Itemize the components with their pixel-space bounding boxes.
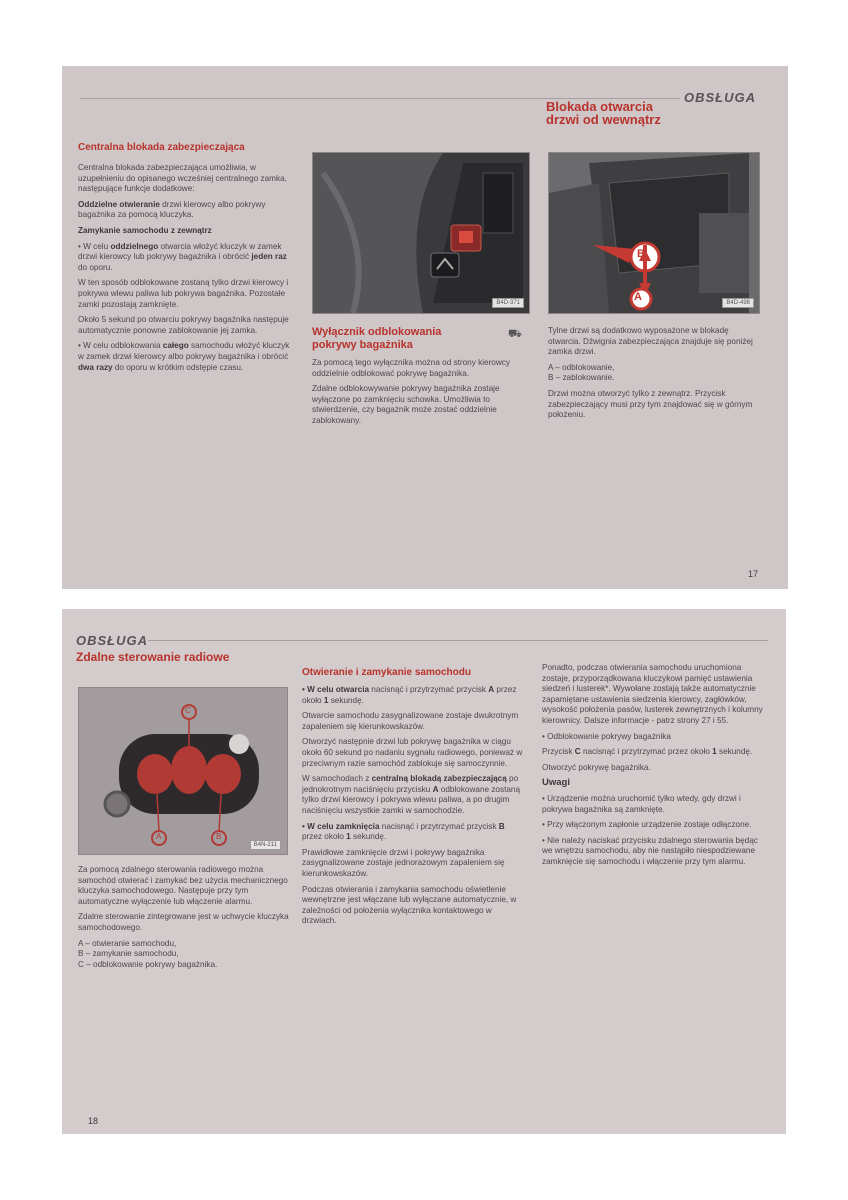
bullet-open: • W celu otwarcia nacisnąć i przytrzymać przycisk A przez około 1 sekundę. <box>302 685 517 705</box>
section-title-central-lock: Centralna blokada zabezpieczająca <box>78 142 245 153</box>
bullet-trunk-unlock: • Odblokowanie pokrywy bagażnika <box>542 731 671 741</box>
paragraph-memory: Ponadto, podczas otwierania samochodu uruchomiona zostaje, przyporządkowana kluczykowi pamięć ustawienia siedzeń i lusterek*. Wywołane zostają także automatycznie zapamiętane ustawienia siedzenia kierowcy, zagłówków, wysokość położenia pasów, lusterek zewnętrznych i kolumny kierownicy. Dalsze informacje - patrz strony 27 i 55. <box>542 663 763 725</box>
manual-page-17 <box>62 66 788 589</box>
section-title-remote: Zdalne sterowanie radiowe <box>76 650 230 664</box>
paragraph-open-signal: Otwarcie samochodu zasygnalizowane zostaje dwukrotnym zapaleniem się kierunkowskazów. <box>302 711 519 731</box>
list-item-unlock: A – odblokowanie, <box>548 362 615 372</box>
column-remote <box>78 865 290 975</box>
bullet-separate-open: • W celu oddzielnego otwarcia włożyć kluczyk w zamek drzwi kierowcy lub pokrywy bagażnika i obrócić jeden raz do oporu. <box>78 241 287 272</box>
header-rule <box>148 640 768 641</box>
label-a: A <box>156 832 162 841</box>
paragraph-central-lock: W samochodach z centralną blokadą zabezpieczającą po jednokrotnym naciśnięciu przycisku A odblokowane zostaną tylko drzwi kierowcy i pokrywa wlewu paliwa, a po drugim naciśnięciu wszystkie zamki w samochodzie. <box>302 774 521 815</box>
paragraph-auto-relock: Około 5 sekund po otwarciu pokrywy bagażnika następuje automatycznie ponowne zablokowanie jej zamka. <box>78 315 289 335</box>
paragraph-child-lock-2: Drzwi można otworzyć tylko z zewnątrz. Przycisk zabezpieczający musi przy tym znajdować się w górnym położeniu. <box>548 388 753 420</box>
photo-child-lock <box>548 152 760 314</box>
paragraph-trunk-switch-2: Zdalne odblokowywanie pokrywy bagażnika zostaje wyłączone po zamknięciu schowka. Umożliwia to stwierdzenie, czy bagażnik może zostać oddzielnie zablokowany. <box>312 384 500 425</box>
bullet-close: • W celu zamknięcia nacisnąć i przytrzymać przycisk B przez około 1 sekundę. <box>302 821 505 842</box>
paragraph-open-trunk: Otworzyć pokrywę bagażnika. <box>542 762 651 772</box>
paragraph-remote-2: Zdalne sterowanie zintegrowane jest w uchwycie kluczyka samochodowego. <box>78 912 289 932</box>
paragraph-remote-1: Za pomocą zdalnego sterowania radiowego można samochód otwierać i zamykać bez użycia mechanicznego kluczyka samochodowego. Następuje przy tym automatyczne wyłączenie lub włączenie alarmu. <box>78 865 288 906</box>
list-item-a: A – otwieranie samochodu, <box>78 938 177 948</box>
list-item-c: C – odblokowanie pokrywy bagażnika. <box>78 959 218 969</box>
label-c: C <box>185 706 191 715</box>
photo-remote-key <box>78 687 288 855</box>
section-title-child-lock: Blokada otwarcia drzwi od wewnątrz <box>546 99 661 127</box>
note-2: • Przy włączonym zapłonie urządzenie zostaje odłączone. <box>542 820 752 830</box>
car-trunk-icon: ⛟ <box>508 328 522 340</box>
note-3: • Nie należy naciskać przycisku zdalnego sterowania będąc we wnętrzu samochodu, aby nie nastąpiło niespodziewane zamknięcie się samochodu i włączenie przy tym alarmu. <box>542 835 758 866</box>
note-1: • Urządzenie można uruchomić tylko wtedy, gdy drzwi i pokrywa bagażnika są zamknięte. <box>542 793 741 814</box>
list-item-b: B – zamykanie samochodu, <box>78 949 179 959</box>
column-open-close <box>302 685 524 932</box>
paragraph-press-c: Przycisk C nacisnąć i przytrzymać przez około 1 sekundę. <box>542 747 753 757</box>
image-code-label: B4D-371 <box>492 298 524 308</box>
remote-key-illustration <box>79 688 287 854</box>
section-title-trunk-switch: Wyłącznik odblokowania pokrywy bagażnika <box>312 326 442 351</box>
label-a: A <box>634 291 642 303</box>
child-lock-illustration <box>549 153 759 313</box>
column-central-lock <box>78 163 292 378</box>
paragraph-interior-light: Podczas otwierania i zamykania samochodu oświetlenie wewnętrzne jest włączane lub wyłączane automatycznie, w zależności od położenia wyłącznika kontaktowego w drzwiach. <box>302 884 517 926</box>
image-code-label: B4D-498 <box>722 298 754 308</box>
label-b: B <box>216 832 222 841</box>
subheading-outside: Zamykanie samochodu z zewnątrz <box>78 225 212 235</box>
column-child-lock <box>548 326 762 426</box>
page-number: 18 <box>88 1116 99 1126</box>
list-item-lock: B – zablokowanie. <box>548 373 615 383</box>
column-memory-notes <box>542 663 768 873</box>
paragraph-separate-opening: Oddzielne otwieranie drzwi kierowcy albo pokrywy bagażnika za pomocą kluczyka. <box>78 199 266 220</box>
manual-page-18 <box>62 609 786 1134</box>
paragraph-open-timeout: Otworzyć następnie drzwi lub pokrywę bagażnika w ciągu około 60 sekund po nadaniu sygnału radiowego, ponieważ w przeciwnym razie samochód zablokuje się samoczynnie. <box>302 737 523 768</box>
photo-trunk-switch <box>312 152 530 314</box>
trunk-switch-illustration <box>313 153 529 313</box>
subheading-notes: Uwagi <box>542 777 570 789</box>
paragraph-close-signal: Prawidłowe zamknięcie drzwi i pokrywy bagażnika zasygnalizowane zostaje jednorazowym zapaleniem się kierunkowskazów. <box>302 847 505 878</box>
page-header: OBSŁUGA <box>76 633 148 648</box>
column-trunk-switch <box>312 358 528 432</box>
bullet-whole-car: • W celu odblokowania całego samochodu włożyć kluczyk w zamek drzwi kierowcy albo pokrywy bagażnika i obrócić dwa razy do oporu w krótkim odstępie czasu. <box>78 341 290 372</box>
section-title-open-close: Otwieranie i zamykanie samochodu <box>302 667 471 678</box>
label-b: B <box>637 248 645 260</box>
paragraph-unlocked-doors: W ten sposób odblokowane zostaną tylko drzwi kierowcy i pokrywa wlewu paliwa lub pokrywa bagażnika. Pozostałe zamki pozostają zamknięte. <box>78 278 289 309</box>
page-number: 17 <box>747 569 758 579</box>
page-header: OBSŁUGA <box>684 90 756 105</box>
paragraph-intro: Centralna blokada zabezpieczająca umożliwia, w uzupełnieniu do opisanego wcześniej centralnego zamka, następujące funkcje dodatkowe: <box>78 163 287 194</box>
paragraph-child-lock-1: Tylne drzwi są dodatkowo wyposażone w blokadę otwarcia. Dźwignia zabezpieczająca znajduje się poniżej zamka drzwi. <box>548 326 753 357</box>
paragraph-trunk-switch-1: Za pomocą tego wyłącznika można od strony kierowcy oddzielnie odblokować pokrywę bagażnika. <box>312 358 510 378</box>
image-code-label: B4N-211 <box>250 840 281 850</box>
